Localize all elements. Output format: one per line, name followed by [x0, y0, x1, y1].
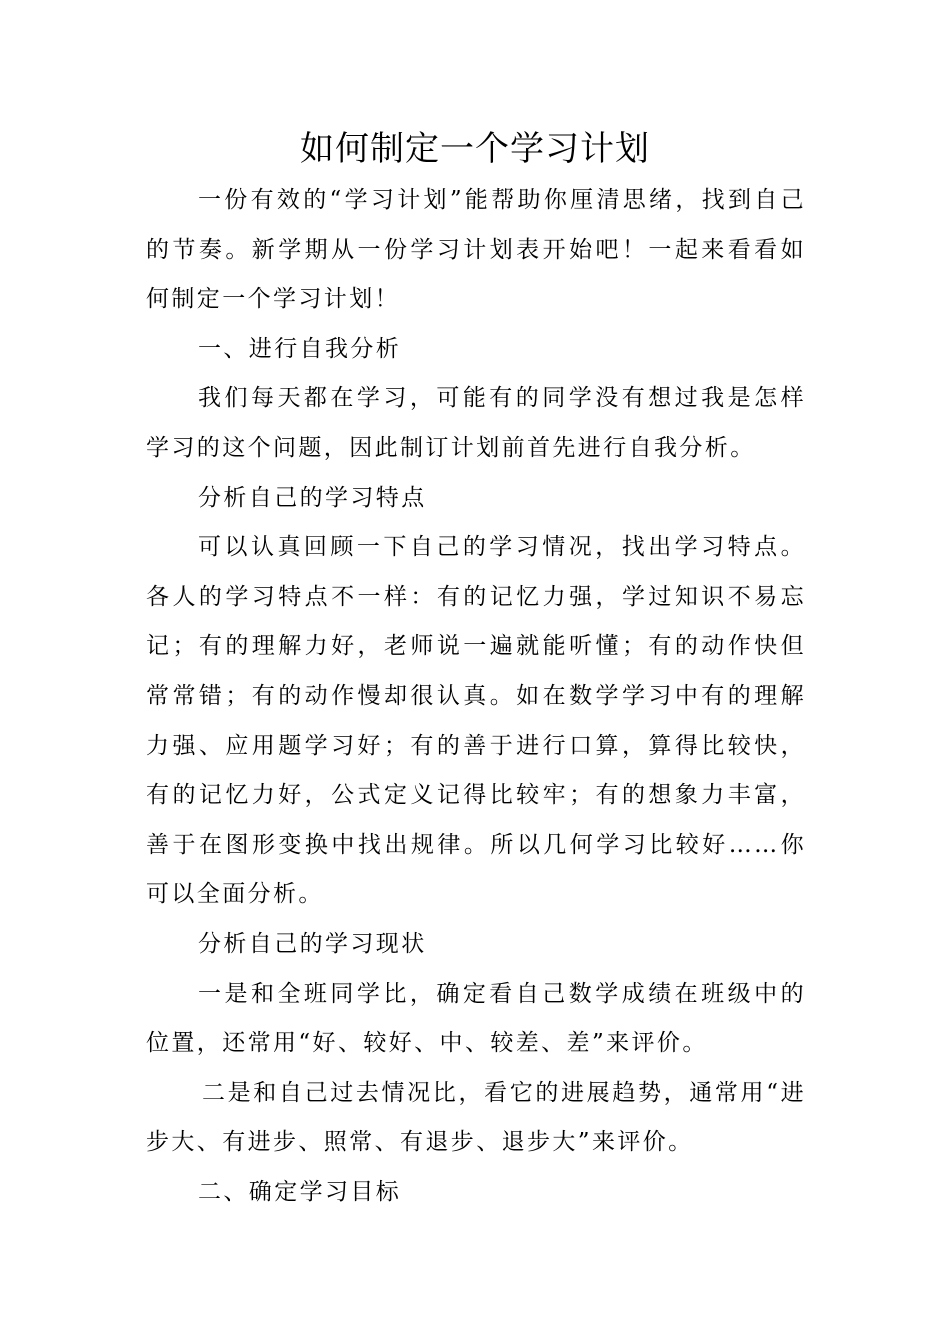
- document-title: 如何制定一个学习计划: [300, 129, 650, 169]
- subheading-learning-status: 分析自己的学习现状: [198, 930, 427, 957]
- self-analysis-paragraph: 我们每天都在学习，可能有的同学没有想过我是怎样学习的这个问题，因此制订计划前首先进行自我分析。: [146, 385, 806, 461]
- section-heading-self-analysis: 一、进行自我分析: [198, 335, 402, 362]
- subheading-learning-traits: 分析自己的学习特点: [198, 484, 427, 511]
- learning-traits-paragraph: 可以认真回顾一下自己的学习情况，找出学习特点。各人的学习特点不一样：有的记忆力强，学过知识不易忘记；有的理解力好，老师说一遍就能听懂；有的动作快但常常错；有的动作慢却很认真。如在数学学习中有的理解力强、应用题学习好；有的善于进行口算，算得比较快，有的记忆力好，公式定义记得比较牢；有的想象力丰富，善于在图形变换中找出规律。所以几何学习比较好……你可以全面分析。: [146, 534, 806, 908]
- intro-paragraph: 一份有效的“学习计划”能帮助你厘清思绪，找到自己的节奏。新学期从一份学习计划表开始吧！一起来看看如何制定一个学习计划！: [146, 187, 806, 313]
- self-comparison-paragraph: 二是和自己过去情况比，看它的进展趋势，通常用“进步大、有进步、照常、有退步、退步大”来评价。: [146, 1079, 806, 1156]
- class-comparison-paragraph: 一是和全班同学比，确定看自己数学成绩在班级中的位置，还常用“好、较好、中、较差、差”来评价。: [146, 980, 806, 1057]
- document-body: [146, 176, 806, 1217]
- section-heading-learning-goals: 二、确定学习目标: [198, 1178, 402, 1205]
